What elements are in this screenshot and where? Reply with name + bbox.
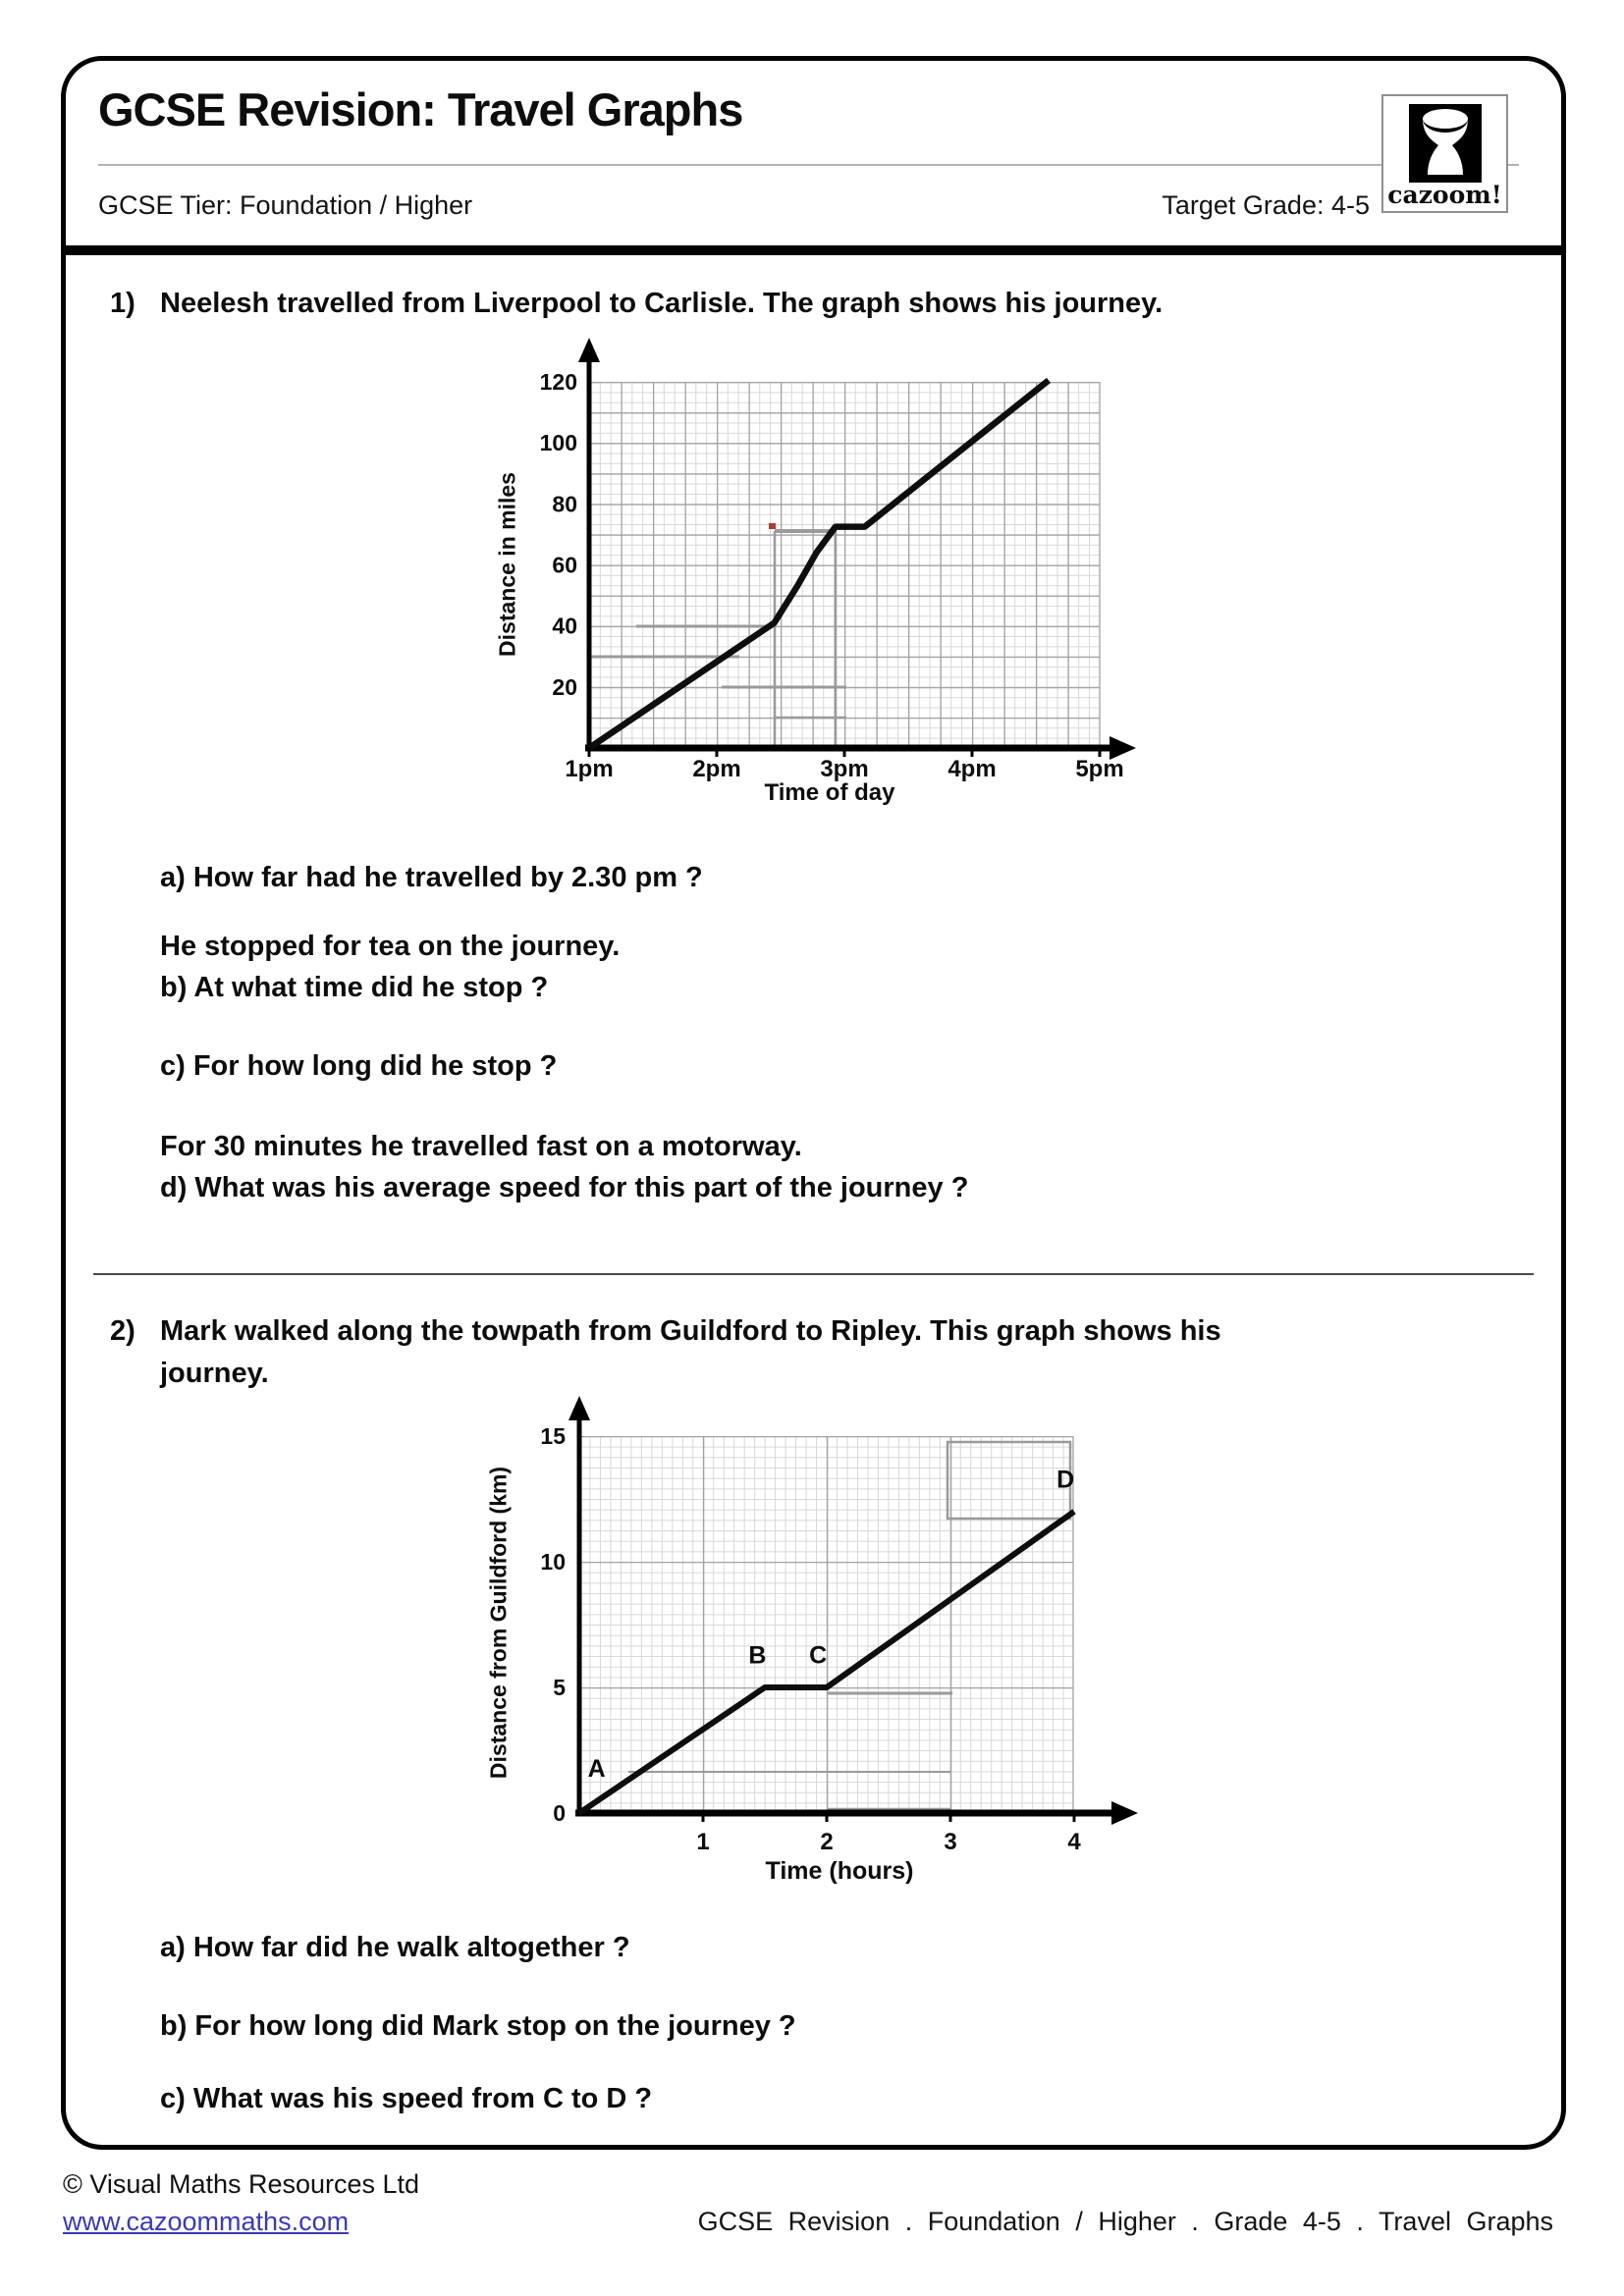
- q1-number: 1): [110, 288, 135, 319]
- y-tick-label: 40: [552, 613, 577, 639]
- chart1-x-axis-title: Time of day: [764, 779, 895, 806]
- q1-prompt: Neelesh travelled from Liverpool to Carlisle. The graph shows his journey.: [160, 288, 1164, 319]
- chart2-grid: [579, 1436, 1073, 1813]
- x-tick-label: 4: [1067, 1829, 1081, 1855]
- cazoom-logo-text: cazoom!: [1387, 181, 1502, 209]
- point-label-A: A: [587, 1754, 606, 1783]
- point-label-D: D: [1056, 1466, 1075, 1494]
- q2-number: 2): [110, 1315, 135, 1347]
- q2-part-a: a) How far did he walk altogether ?: [160, 1932, 630, 1963]
- y-tick-label: 100: [539, 430, 577, 456]
- y-tick-label: 0: [553, 1800, 566, 1826]
- q2-prompt-line2: journey.: [160, 1358, 269, 1389]
- y-tick-label: 120: [539, 369, 577, 396]
- question-divider: [93, 1273, 1534, 1275]
- q2-part-b: b) For how long did Mark stop on the journey ?: [160, 2010, 796, 2042]
- chart1-y-axis-arrow-icon: [578, 338, 600, 362]
- y-tick-label: 60: [552, 552, 577, 578]
- chart1-y-axis-title: Distance in miles: [494, 472, 520, 657]
- q1-note-tea: He stopped for tea on the journey.: [160, 931, 621, 962]
- x-tick-label: 3pm: [820, 756, 869, 782]
- x-tick-label: 2pm: [692, 756, 741, 782]
- q2-prompt-line1: Mark walked along the towpath from Guildford to Ripley. This graph shows his: [160, 1315, 1221, 1347]
- y-tick-label: 15: [540, 1423, 566, 1449]
- website-link[interactable]: www.cazoommaths.com: [63, 2207, 350, 2236]
- chart2-x-axis-title: Time (hours): [765, 1857, 914, 1885]
- page-title: GCSE Revision: Travel Graphs: [98, 83, 743, 135]
- copyright-text: © Visual Maths Resources Ltd: [63, 2169, 420, 2199]
- x-tick-label: 3: [944, 1829, 957, 1855]
- y-tick-label: 20: [552, 673, 577, 700]
- tier-label: GCSE Tier: Foundation / Higher: [98, 190, 473, 220]
- chart2-x-axis-arrow-icon: [1111, 1801, 1138, 1825]
- y-tick-label: 10: [540, 1549, 566, 1575]
- target-grade-label: Target Grade: 4-5: [1162, 190, 1370, 220]
- x-tick-label: 2: [820, 1829, 834, 1855]
- chart2-y-axis-title: Distance from Guildford (km): [485, 1466, 512, 1780]
- q2-part-c: c) What was his speed from C to D ?: [160, 2083, 653, 2114]
- footer-breadcrumb: GCSE Revision . Foundation / Higher . Grade 4-5 . Travel Graphs: [697, 2207, 1553, 2236]
- q1-part-b: b) At what time did he stop ?: [160, 972, 549, 1003]
- x-tick-label: 4pm: [947, 756, 997, 782]
- q1-part-d: d) What was his average speed for this part of the journey ?: [160, 1172, 969, 1203]
- x-tick-label: 5pm: [1075, 756, 1124, 782]
- chart2-y-axis-arrow-icon: [568, 1396, 590, 1420]
- q1-part-a: a) How far had he travelled by 2.30 pm ?: [160, 862, 703, 893]
- q1-part-c: c) For how long did he stop ?: [160, 1050, 558, 1082]
- q1-note-motorway: For 30 minutes he travelled fast on a motorway.: [160, 1131, 802, 1162]
- y-tick-label: 80: [552, 491, 577, 517]
- x-tick-label: 1: [696, 1829, 710, 1855]
- point-label-C: C: [809, 1641, 828, 1670]
- x-tick-label: 1pm: [565, 756, 614, 782]
- y-tick-label: 5: [553, 1675, 566, 1700]
- point-label-B: B: [748, 1641, 767, 1670]
- chart1-red-mark: [769, 523, 776, 529]
